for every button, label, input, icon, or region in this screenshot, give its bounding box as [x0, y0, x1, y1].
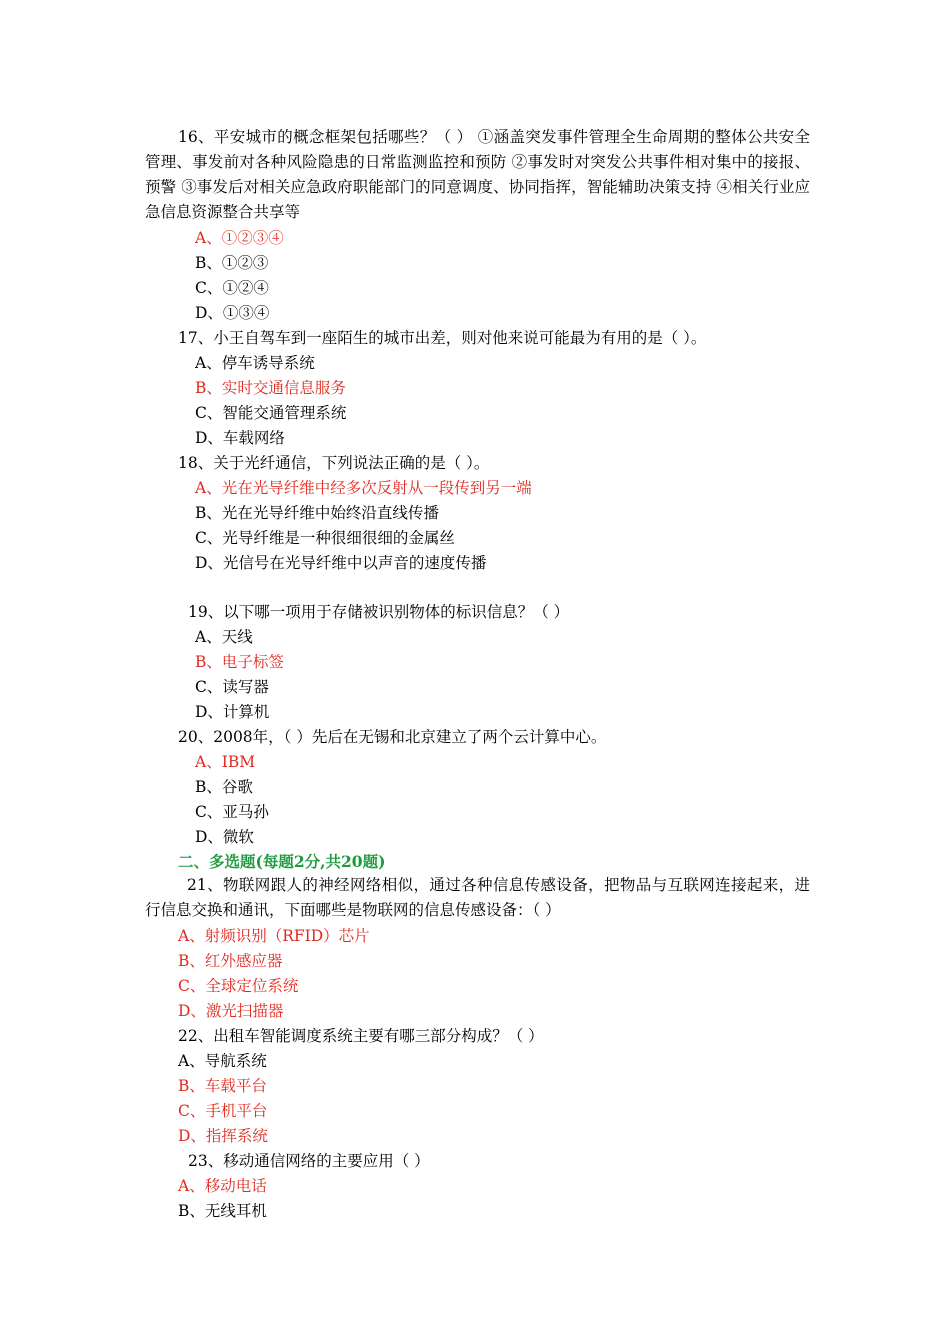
q20-option-b: B、谷歌 [195, 778, 253, 796]
q17-option-c: C、智能交通管理系统 [195, 404, 347, 422]
question-16: 16、平安城市的概念框架包括哪些？（ ） ①涵盖突发事件管理全生命周期的整体公共安全管理、事发前对各种风险隐患的日常监测监控和预防 ②事发时对突发公共事件相对集中的接报、预警 ③事发后对相关应急政府职能部门的同意调度、协同指挥，智能辅助决策支持 ④相关行业应急信息资源整合共享等 [145, 128, 810, 221]
q20-option-c: C、亚马孙 [195, 803, 269, 821]
q17-option-b: B、实时交通信息服务 [195, 379, 346, 397]
q18-option-d: D、光信号在光导纤维中以声音的速度传播 [195, 554, 487, 572]
q23-option-a: A、移动电话 [178, 1177, 267, 1195]
q19-option-a: A、天线 [195, 628, 253, 646]
q16-option-c: C、①②④ [195, 279, 269, 297]
q21-option-a: A、射频识别（RFID）芯片 [178, 927, 370, 945]
q19-option-c: C、读写器 [195, 678, 269, 696]
q18-option-b: B、光在光导纤维中始终沿直线传播 [195, 504, 439, 522]
q20-option-a: A、IBM [195, 753, 256, 771]
q23-option-b: B、无线耳机 [178, 1202, 267, 1220]
q22-option-b: B、车载平台 [178, 1077, 267, 1095]
q21-option-b: B、红外感应器 [178, 952, 283, 970]
section-heading: 二、多选题(每题2分,共20题) [178, 852, 386, 871]
q18-option-a: A、光在光导纤维中经多次反射从一段传到另一端 [195, 479, 532, 497]
q17-option-a: A、停车诱导系统 [195, 354, 315, 372]
q16-option-d: D、①③④ [195, 304, 270, 322]
question-17: 17、小王自驾车到一座陌生的城市出差，则对他来说可能最为有用的是（ ）。 [178, 329, 707, 347]
q22-option-c: C、手机平台 [178, 1102, 268, 1120]
q22-option-a: A、导航系统 [178, 1052, 267, 1070]
question-23: 23、移动通信网络的主要应用（ ） [188, 1152, 430, 1170]
question-19: 19、以下哪一项用于存储被识别物体的标识信息？（ ） [188, 603, 570, 621]
q17-option-d: D、车载网络 [195, 429, 285, 447]
q16-option-b: B、①②③ [195, 254, 269, 272]
q16-option-a: A、①②③④ [195, 229, 284, 247]
q19-option-b: B、电子标签 [195, 653, 284, 671]
q19-option-d: D、计算机 [195, 703, 270, 721]
question-18: 18、关于光纤通信，下列说法正确的是（ ）。 [178, 454, 490, 472]
q20-option-d: D、微软 [195, 828, 254, 846]
q21-option-c: C、全球定位系统 [178, 977, 299, 995]
q21-option-d: D、激光扫描器 [178, 1002, 284, 1020]
q22-option-d: D、指挥系统 [178, 1127, 268, 1145]
question-22: 22、出租车智能调度系统主要有哪三部分构成？（ ） [178, 1027, 544, 1045]
question-21: 21、物联网跟人的神经网络相似，通过各种信息传感设备，把物品与互联网连接起来，进行信息交换和通讯，下面哪些是物联网的信息传感设备：（ ） [145, 876, 810, 919]
q18-option-c: C、光导纤维是一种很细很细的金属丝 [195, 529, 455, 547]
question-20: 20、2008年，（ ）先后在无锡和北京建立了两个云计算中心。 [178, 728, 607, 746]
